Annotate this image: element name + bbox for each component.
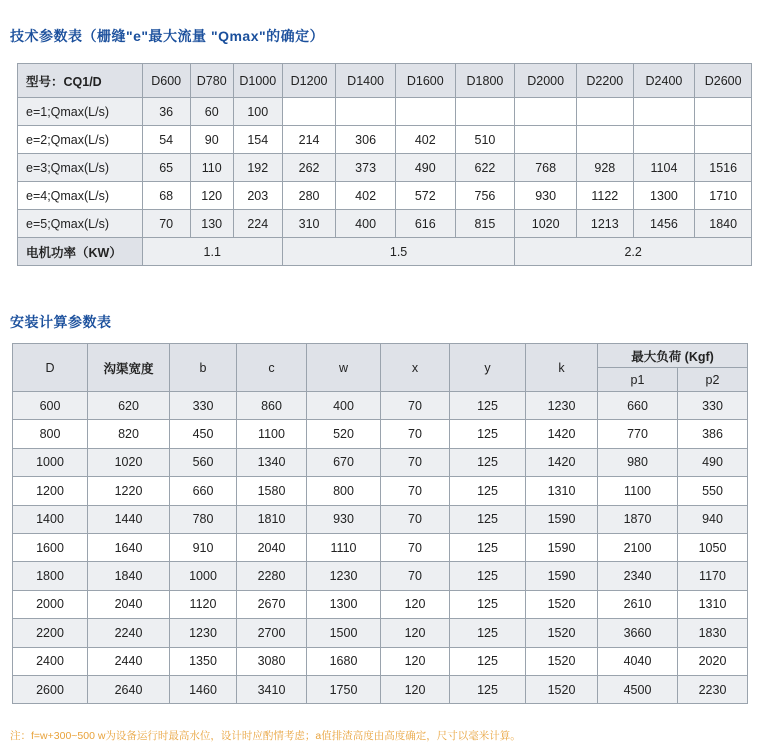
tech-row [18, 98, 752, 126]
model-header: D2600 [695, 64, 752, 98]
flow-cell: 214 [282, 126, 335, 154]
flow-cell: 928 [577, 154, 634, 182]
flow-cell: 768 [515, 154, 577, 182]
install-cell: 120 [381, 647, 450, 675]
install-cell: 1460 [170, 675, 237, 703]
flow-cell: 616 [395, 210, 455, 238]
install-row [13, 590, 748, 618]
flow-cell: 1840 [695, 210, 752, 238]
install-cell: 2400 [13, 647, 88, 675]
flow-cell: 36 [142, 98, 190, 126]
install-row [13, 562, 748, 590]
tech-params-table [17, 63, 752, 266]
install-cell: 2040 [237, 533, 307, 561]
install-cell: 125 [450, 392, 526, 420]
install-cell: 4040 [598, 647, 678, 675]
model-header: D1600 [395, 64, 455, 98]
install-cell: 800 [13, 420, 88, 448]
install-cell: 2600 [13, 675, 88, 703]
install-cell: 2230 [678, 675, 748, 703]
install-cell: 1100 [598, 477, 678, 505]
flow-cell: 1213 [577, 210, 634, 238]
install-cell: 1100 [237, 420, 307, 448]
install-row [13, 477, 748, 505]
install-cell: 560 [170, 448, 237, 476]
model-header: D1000 [233, 64, 282, 98]
install-cell: 1200 [13, 477, 88, 505]
install-cell: 2100 [598, 533, 678, 561]
model-header: D2400 [633, 64, 695, 98]
col-header-channel-width: 沟渠宽度 [88, 344, 170, 392]
flow-cell: 1020 [515, 210, 577, 238]
install-cell: 1120 [170, 590, 237, 618]
model-header: D2000 [515, 64, 577, 98]
install-row [13, 420, 748, 448]
install-cell: 2280 [237, 562, 307, 590]
install-cell: 780 [170, 505, 237, 533]
install-cell: 520 [307, 420, 381, 448]
install-cell: 1420 [526, 420, 598, 448]
install-cell: 770 [598, 420, 678, 448]
flow-label: e=5;Qmax(L/s) [18, 210, 143, 238]
flow-cell [577, 98, 634, 126]
install-cell: 1520 [526, 619, 598, 647]
install-cell: 1340 [237, 448, 307, 476]
install-cell: 125 [450, 562, 526, 590]
install-cell: 125 [450, 448, 526, 476]
col-header-x: x [381, 344, 450, 392]
install-cell: 1230 [307, 562, 381, 590]
install-cell: 1310 [526, 477, 598, 505]
install-row [13, 448, 748, 476]
flow-label: e=1;Qmax(L/s) [18, 98, 143, 126]
install-cell: 1590 [526, 533, 598, 561]
install-params-table [12, 343, 748, 704]
footnote: 注：f=w+300~500 w为设备运行时最高水位，设计时应酌情考虑；a值排渣高度由高度确定，尺寸以毫米计算。 [10, 730, 521, 742]
install-cell: 1800 [13, 562, 88, 590]
flow-cell: 572 [395, 182, 455, 210]
power-value: 2.2 [515, 238, 752, 266]
install-cell: 1520 [526, 675, 598, 703]
install-cell: 1500 [307, 619, 381, 647]
install-row [13, 675, 748, 703]
install-cell: 860 [237, 392, 307, 420]
power-label: 电机功率（KW） [18, 238, 143, 266]
install-cell: 125 [450, 533, 526, 561]
power-value: 1.1 [142, 238, 282, 266]
flow-cell: 1300 [633, 182, 695, 210]
flow-cell: 510 [455, 126, 515, 154]
install-cell: 120 [381, 619, 450, 647]
flow-cell: 65 [142, 154, 190, 182]
install-cell: 1230 [526, 392, 598, 420]
install-cell: 2670 [237, 590, 307, 618]
install-cell: 70 [381, 477, 450, 505]
flow-cell: 815 [455, 210, 515, 238]
install-cell: 1300 [307, 590, 381, 618]
flow-label: e=3;Qmax(L/s) [18, 154, 143, 182]
install-cell: 1640 [88, 533, 170, 561]
install-cell: 1680 [307, 647, 381, 675]
install-cell: 125 [450, 477, 526, 505]
install-cell: 1420 [526, 448, 598, 476]
flow-cell: 280 [282, 182, 335, 210]
install-cell: 3410 [237, 675, 307, 703]
install-cell: 1000 [13, 448, 88, 476]
flow-cell: 68 [142, 182, 190, 210]
install-cell: 1520 [526, 590, 598, 618]
power-value: 1.5 [282, 238, 514, 266]
model-header: D2200 [577, 64, 634, 98]
flow-cell: 1122 [577, 182, 634, 210]
install-table-title: 安装计算参数表 [10, 314, 112, 330]
install-cell: 1520 [526, 647, 598, 675]
install-row [13, 505, 748, 533]
tech-row [18, 126, 752, 154]
install-cell: 1840 [88, 562, 170, 590]
install-cell: 2020 [678, 647, 748, 675]
install-cell: 125 [450, 420, 526, 448]
install-cell: 4500 [598, 675, 678, 703]
install-row [13, 392, 748, 420]
install-cell: 550 [678, 477, 748, 505]
install-cell: 1830 [678, 619, 748, 647]
flow-cell: 306 [336, 126, 396, 154]
tech-header-row [18, 64, 752, 98]
col-header-d: D [13, 344, 88, 392]
flow-cell: 756 [455, 182, 515, 210]
tech-table-title: 技术参数表（栅缝"e"最大流量 "Qmax"的确定） [10, 28, 325, 44]
model-label: 型号：CQ1/D [18, 64, 143, 98]
install-row [13, 647, 748, 675]
install-cell: 70 [381, 533, 450, 561]
flow-cell [695, 126, 752, 154]
install-cell: 820 [88, 420, 170, 448]
install-cell: 910 [170, 533, 237, 561]
install-cell: 1000 [170, 562, 237, 590]
install-cell: 1110 [307, 533, 381, 561]
install-cell: 670 [307, 448, 381, 476]
install-cell: 2240 [88, 619, 170, 647]
flow-cell [282, 98, 335, 126]
tech-row [18, 210, 752, 238]
install-cell: 2700 [237, 619, 307, 647]
install-cell: 70 [381, 448, 450, 476]
install-cell: 330 [678, 392, 748, 420]
install-cell: 386 [678, 420, 748, 448]
flow-cell: 110 [190, 154, 233, 182]
install-cell: 120 [381, 675, 450, 703]
install-cell: 70 [381, 505, 450, 533]
flow-cell [455, 98, 515, 126]
flow-cell: 402 [395, 126, 455, 154]
flow-cell: 1516 [695, 154, 752, 182]
install-cell: 1440 [88, 505, 170, 533]
flow-cell: 1456 [633, 210, 695, 238]
flow-label: e=2;Qmax(L/s) [18, 126, 143, 154]
install-cell: 1350 [170, 647, 237, 675]
install-cell: 70 [381, 562, 450, 590]
flow-cell: 490 [395, 154, 455, 182]
model-header: D1800 [455, 64, 515, 98]
install-cell: 980 [598, 448, 678, 476]
flow-cell: 1104 [633, 154, 695, 182]
install-cell: 125 [450, 619, 526, 647]
flow-cell: 154 [233, 126, 282, 154]
flow-cell: 130 [190, 210, 233, 238]
install-cell: 2040 [88, 590, 170, 618]
flow-cell [633, 98, 695, 126]
install-cell: 400 [307, 392, 381, 420]
col-header-p1: p1 [598, 368, 678, 392]
col-header-y: y [450, 344, 526, 392]
flow-cell: 90 [190, 126, 233, 154]
flow-cell: 224 [233, 210, 282, 238]
install-cell: 1810 [237, 505, 307, 533]
install-cell: 2640 [88, 675, 170, 703]
flow-cell: 402 [336, 182, 396, 210]
install-cell: 1580 [237, 477, 307, 505]
install-cell: 3660 [598, 619, 678, 647]
power-row [18, 238, 752, 266]
flow-label: e=4;Qmax(L/s) [18, 182, 143, 210]
flow-cell [515, 98, 577, 126]
col-header-c: c [237, 344, 307, 392]
col-header-w: w [307, 344, 381, 392]
install-cell: 70 [381, 420, 450, 448]
install-cell: 70 [381, 392, 450, 420]
model-header: D1200 [282, 64, 335, 98]
flow-cell: 373 [336, 154, 396, 182]
install-cell: 2200 [13, 619, 88, 647]
install-row [13, 533, 748, 561]
flow-cell: 930 [515, 182, 577, 210]
install-cell: 1020 [88, 448, 170, 476]
install-cell: 1050 [678, 533, 748, 561]
install-cell: 1590 [526, 562, 598, 590]
install-cell: 1750 [307, 675, 381, 703]
install-cell: 1310 [678, 590, 748, 618]
tech-row [18, 182, 752, 210]
model-header: D780 [190, 64, 233, 98]
col-header-b: b [170, 344, 237, 392]
flow-cell: 192 [233, 154, 282, 182]
install-cell: 660 [170, 477, 237, 505]
install-cell: 1220 [88, 477, 170, 505]
install-row [13, 619, 748, 647]
install-cell: 1400 [13, 505, 88, 533]
install-cell: 2440 [88, 647, 170, 675]
install-cell: 125 [450, 675, 526, 703]
install-cell: 450 [170, 420, 237, 448]
flow-cell: 100 [233, 98, 282, 126]
install-cell: 1230 [170, 619, 237, 647]
install-cell: 125 [450, 647, 526, 675]
col-header-k: k [526, 344, 598, 392]
flow-cell: 1710 [695, 182, 752, 210]
install-cell: 2340 [598, 562, 678, 590]
flow-cell: 400 [336, 210, 396, 238]
model-header: D1400 [336, 64, 396, 98]
flow-cell: 120 [190, 182, 233, 210]
flow-cell: 70 [142, 210, 190, 238]
flow-cell: 622 [455, 154, 515, 182]
install-cell: 1600 [13, 533, 88, 561]
install-cell: 1590 [526, 505, 598, 533]
flow-cell: 60 [190, 98, 233, 126]
flow-cell: 310 [282, 210, 335, 238]
install-cell: 490 [678, 448, 748, 476]
flow-cell [336, 98, 396, 126]
flow-cell [633, 126, 695, 154]
model-header: D600 [142, 64, 190, 98]
flow-cell [695, 98, 752, 126]
flow-cell [577, 126, 634, 154]
col-header-max-load: 最大负荷 (Kgf) [598, 344, 748, 368]
install-cell: 2000 [13, 590, 88, 618]
flow-cell: 262 [282, 154, 335, 182]
install-cell: 125 [450, 590, 526, 618]
install-cell: 800 [307, 477, 381, 505]
col-header-p2: p2 [678, 368, 748, 392]
tech-row [18, 154, 752, 182]
install-cell: 120 [381, 590, 450, 618]
install-cell: 2610 [598, 590, 678, 618]
flow-cell [395, 98, 455, 126]
flow-cell: 203 [233, 182, 282, 210]
install-cell: 3080 [237, 647, 307, 675]
install-cell: 930 [307, 505, 381, 533]
install-cell: 600 [13, 392, 88, 420]
install-cell: 125 [450, 505, 526, 533]
flow-cell: 54 [142, 126, 190, 154]
install-cell: 1870 [598, 505, 678, 533]
install-cell: 660 [598, 392, 678, 420]
flow-cell [515, 126, 577, 154]
install-cell: 1170 [678, 562, 748, 590]
install-cell: 330 [170, 392, 237, 420]
install-cell: 620 [88, 392, 170, 420]
install-cell: 940 [678, 505, 748, 533]
